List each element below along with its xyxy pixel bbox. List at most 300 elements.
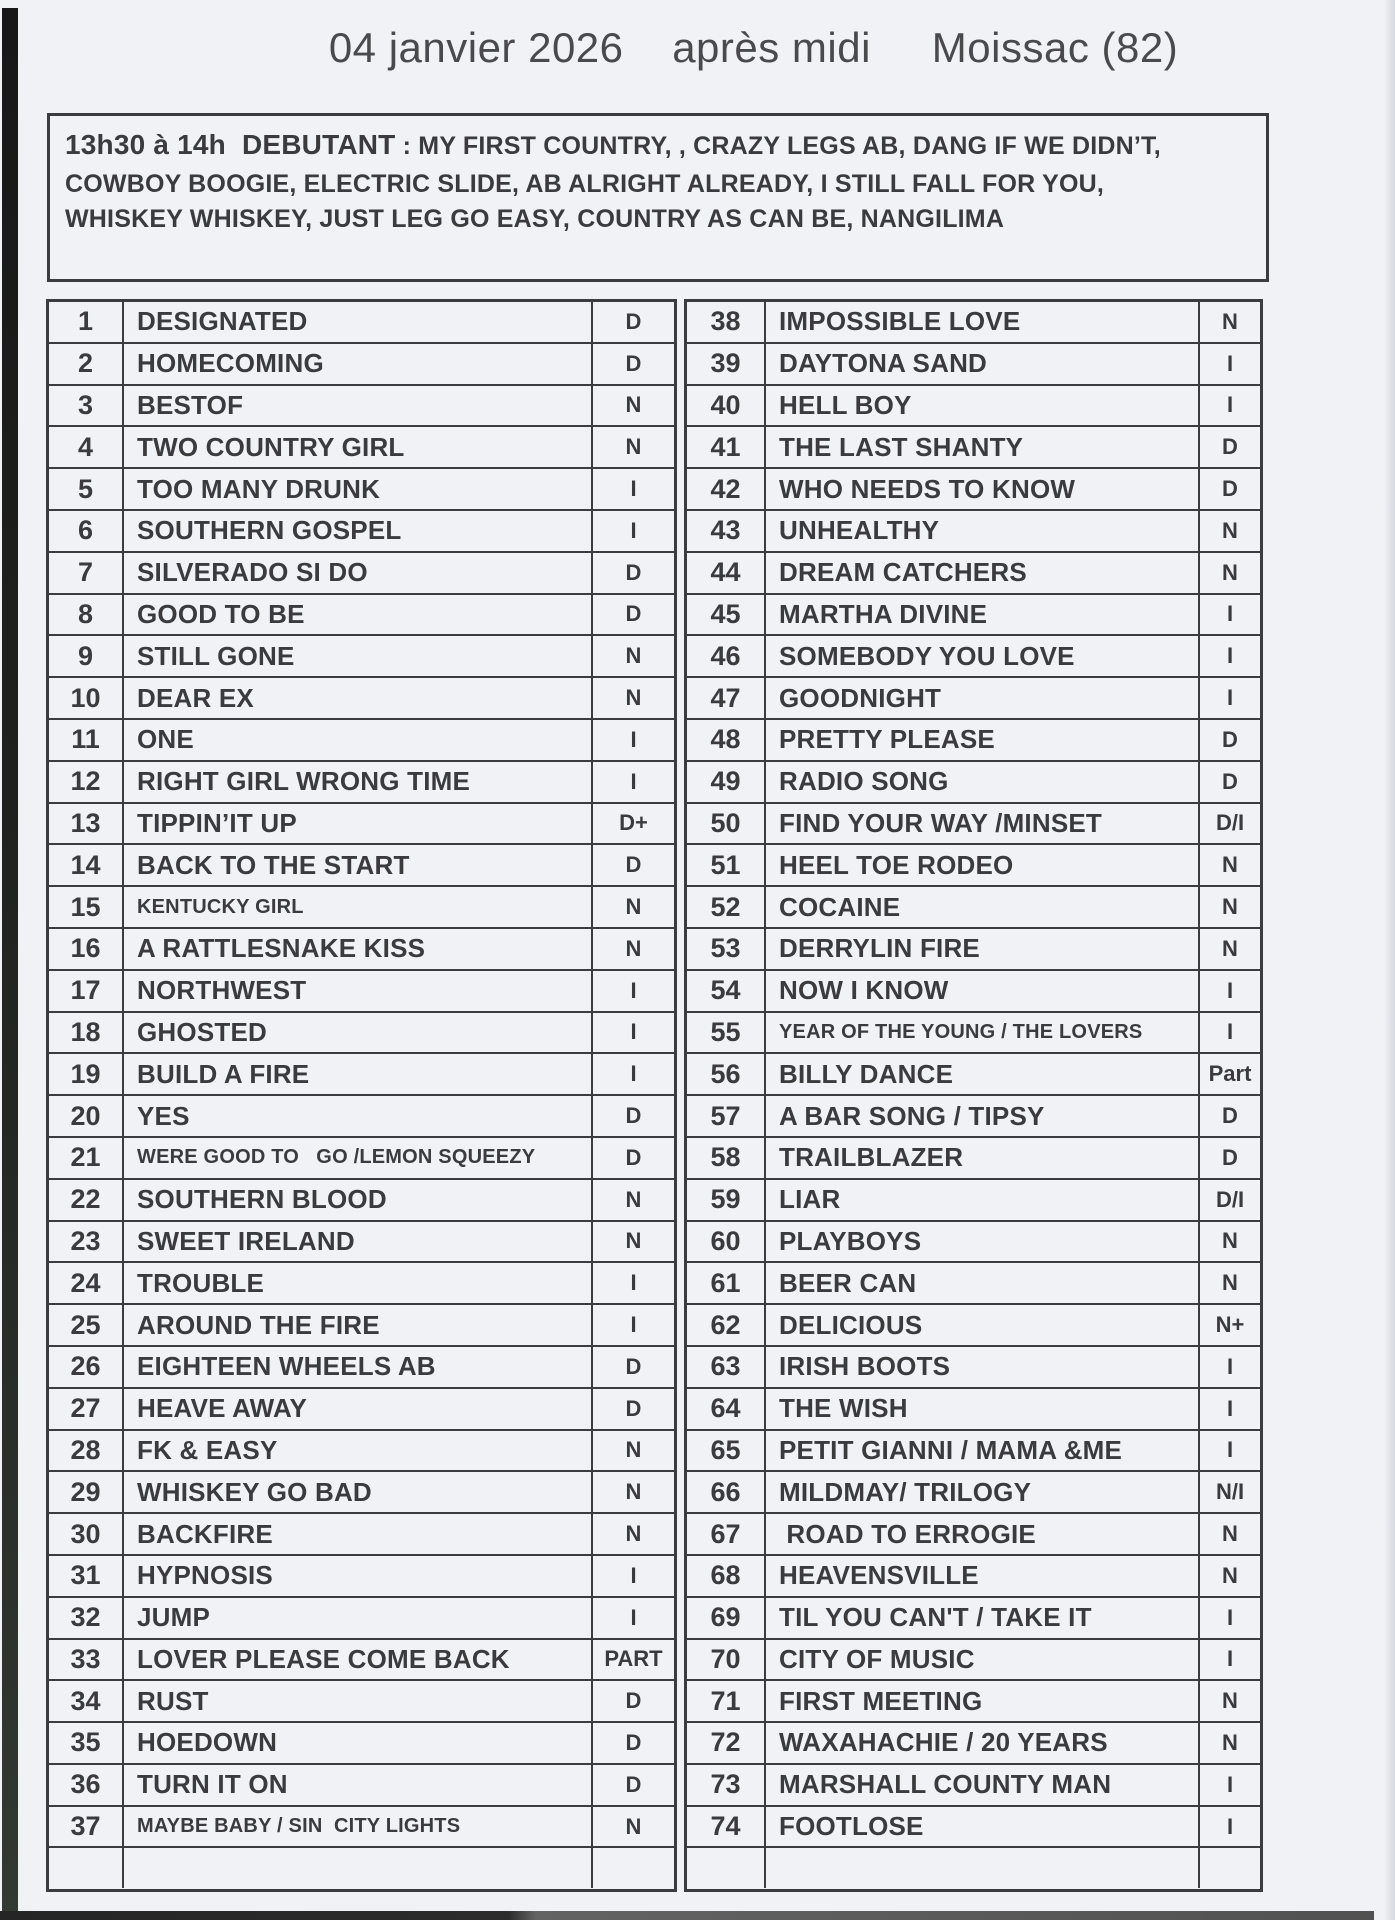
level-code: D: [1222, 476, 1238, 502]
level-code: I: [1226, 1395, 1234, 1421]
row-number: 29: [49, 1472, 124, 1512]
song-title: BILLY DANCE: [766, 1054, 1200, 1094]
level-code: D: [625, 559, 642, 585]
song-title: DREAM CATCHERS: [766, 553, 1200, 593]
level-code: I: [1226, 1813, 1234, 1839]
row-number: 5: [49, 469, 124, 509]
song-title: DERRYLIN FIRE: [766, 929, 1200, 969]
song-title: YES: [124, 1096, 593, 1136]
table-row: [49, 344, 674, 386]
level-code: I: [630, 1604, 637, 1630]
song-title: GHOSTED: [124, 1013, 593, 1053]
row-number: 3: [49, 386, 124, 426]
row-number: 56: [687, 1054, 766, 1094]
table-row: [687, 1180, 1260, 1222]
playlist-table-right: [684, 299, 1263, 1892]
row-number: 32: [49, 1598, 124, 1638]
table-row: [49, 469, 674, 511]
table-row: [49, 1807, 674, 1849]
row-number: 73: [687, 1765, 766, 1805]
level-code: I: [630, 977, 637, 1003]
row-number: 58: [687, 1138, 766, 1178]
table-row: [687, 1389, 1260, 1431]
row-number: 46: [687, 636, 766, 676]
song-title: IRISH BOOTS: [766, 1347, 1200, 1387]
row-number: 22: [49, 1180, 124, 1220]
song-title: PLAYBOYS: [766, 1222, 1200, 1262]
scan-edge-bottom: [0, 1911, 1374, 1920]
table-row: [687, 929, 1260, 971]
row-number: 70: [687, 1640, 766, 1680]
table-row: [687, 511, 1260, 553]
session-level: DEBUTANT: [241, 129, 396, 160]
session-time: 13h30 à 14h: [65, 129, 226, 160]
row-number: 65: [687, 1431, 766, 1471]
session-songs-line-2: COWBOY BOOGIE, ELECTRIC SLIDE, AB ALRIGHT ALREADY, I STILL FALL FOR YOU,: [65, 170, 1104, 198]
row-number: 38: [687, 302, 766, 342]
level-code: I: [1226, 1771, 1234, 1797]
level-code: D/I: [1215, 1186, 1245, 1212]
level-code: Part: [1208, 1061, 1252, 1087]
row-number: 7: [49, 553, 124, 593]
table-row: [687, 1347, 1260, 1389]
song-title: BACKFIRE: [124, 1514, 593, 1554]
level-code: I: [1226, 350, 1234, 376]
table-row: [687, 1096, 1260, 1138]
level-code: I: [1226, 1437, 1234, 1463]
table-row: [49, 971, 674, 1013]
table-row: [687, 1263, 1260, 1305]
level-code: [1200, 1848, 1260, 1888]
table-row: [687, 1598, 1260, 1640]
row-number: 53: [687, 929, 766, 969]
song-title: MARSHALL COUNTY MAN: [766, 1765, 1200, 1805]
song-title: GOOD TO BE: [124, 595, 593, 635]
row-number: 1: [49, 302, 124, 342]
level-code: I: [630, 1270, 637, 1296]
table-row: [49, 553, 674, 595]
table-row: [49, 1305, 674, 1347]
level-code: D: [625, 308, 642, 334]
table-row: [49, 1222, 674, 1264]
table-row: [687, 1640, 1260, 1682]
level-code: N: [625, 1186, 642, 1212]
table-row: [687, 636, 1260, 678]
level-code: N: [1222, 1562, 1238, 1588]
row-number: 69: [687, 1598, 766, 1638]
row-number: 54: [687, 971, 766, 1011]
song-title: WERE GOOD TO GO /LEMON SQUEEZY: [124, 1138, 593, 1178]
row-number: 63: [687, 1347, 766, 1387]
table-row: [49, 845, 674, 887]
row-number: 37: [49, 1807, 124, 1847]
table-row: [687, 845, 1260, 887]
row-number: 2: [49, 344, 124, 384]
row-number: 24: [49, 1263, 124, 1303]
level-code: N: [625, 1813, 642, 1839]
table-row: [687, 1431, 1260, 1473]
level-code: D: [625, 601, 642, 627]
level-code: N: [1222, 1521, 1238, 1546]
song-title: HOMECOMING: [124, 344, 593, 384]
song-title: EIGHTEEN WHEELS AB: [124, 1347, 593, 1387]
song-title: JUMP: [124, 1598, 593, 1638]
level-code: D: [1222, 1144, 1238, 1170]
row-number: 57: [687, 1096, 766, 1136]
row-number: 49: [687, 762, 766, 802]
song-title: WAXAHACHIE / 20 YEARS: [766, 1723, 1200, 1763]
song-title: MAYBE BABY / SIN CITY LIGHTS: [124, 1807, 593, 1847]
song-title: NORTHWEST: [124, 971, 593, 1011]
row-number: 11: [49, 720, 124, 760]
session-gap: [226, 129, 242, 160]
table-row: [687, 887, 1260, 929]
song-title: [124, 1848, 593, 1888]
row-number: 64: [687, 1389, 766, 1429]
row-number: 41: [687, 427, 766, 467]
table-row: [687, 1222, 1260, 1264]
song-title: FOOTLOSE: [766, 1807, 1200, 1847]
song-title: WHISKEY GO BAD: [124, 1472, 593, 1512]
scan-edge-right: [1384, 0, 1395, 1920]
table-row: [49, 386, 674, 428]
table-row: [49, 595, 674, 637]
level-code: I: [1226, 1019, 1234, 1045]
song-title: IMPOSSIBLE LOVE: [766, 302, 1200, 342]
song-title: AROUND THE FIRE: [124, 1305, 593, 1345]
song-title: BESTOF: [124, 386, 593, 426]
song-title: ONE: [124, 720, 593, 760]
song-title: BACK TO THE START: [124, 845, 593, 885]
song-title: SOMEBODY YOU LOVE: [766, 636, 1200, 676]
row-number: 66: [687, 1472, 766, 1512]
row-number: 68: [687, 1556, 766, 1596]
song-title: TIPPIN’IT UP: [124, 804, 593, 844]
table-row: [687, 469, 1260, 511]
row-number: 31: [49, 1556, 124, 1596]
level-code: D: [625, 852, 642, 878]
row-number: 21: [49, 1138, 124, 1178]
song-title: TIL YOU CAN'T / TAKE IT: [766, 1598, 1200, 1638]
level-code: N: [1222, 894, 1238, 920]
table-row: [49, 678, 674, 720]
row-number: 28: [49, 1431, 124, 1471]
table-row: [49, 1723, 674, 1765]
row-number: 51: [687, 845, 766, 885]
song-title: LIAR: [766, 1180, 1200, 1220]
song-title: HEAVE AWAY: [124, 1389, 593, 1429]
song-title: WHO NEEDS TO KNOW: [766, 469, 1200, 509]
song-title: TROUBLE: [124, 1263, 593, 1303]
table-row: [49, 1054, 674, 1096]
level-code: N: [625, 643, 642, 669]
table-row: [49, 511, 674, 553]
row-number: 67: [687, 1514, 766, 1554]
song-title: SWEET IRELAND: [124, 1222, 593, 1262]
level-code: I: [1226, 1646, 1234, 1672]
table-row: [49, 427, 674, 469]
song-title: DEAR EX: [124, 678, 593, 718]
level-code: N: [625, 894, 642, 920]
row-number: 9: [49, 636, 124, 676]
row-number: 27: [49, 1389, 124, 1429]
song-title: MARTHA DIVINE: [766, 595, 1200, 635]
table-row: [687, 1305, 1260, 1347]
page-title: 04 janvier 2026 après midi Moissac (82): [328, 24, 1179, 71]
song-title: FK & EASY: [124, 1431, 593, 1471]
table-row: [49, 762, 674, 804]
table-row: [687, 427, 1260, 469]
song-title: RIGHT GIRL WRONG TIME: [124, 762, 593, 802]
row-number: 61: [687, 1263, 766, 1303]
table-row: [687, 678, 1260, 720]
row-number: 4: [49, 427, 124, 467]
row-number: 33: [49, 1640, 124, 1680]
row-number: 43: [687, 511, 766, 551]
level-code: I: [630, 1562, 637, 1588]
table-row: [49, 1765, 674, 1807]
level-code: N: [625, 1521, 642, 1546]
row-number: 59: [687, 1180, 766, 1220]
scan-edge-left: [2, 8, 18, 1920]
row-number: 36: [49, 1765, 124, 1805]
row-number: 40: [687, 386, 766, 426]
table-row: [687, 1556, 1260, 1598]
level-code: D: [1222, 726, 1238, 752]
song-title: PETIT GIANNI / MAMA &ME: [766, 1431, 1200, 1471]
table-row: [687, 1765, 1260, 1807]
level-code: D: [625, 1688, 642, 1714]
row-number: 10: [49, 678, 124, 718]
table-row: [687, 1054, 1260, 1096]
row-number: 47: [687, 678, 766, 718]
row-number: 14: [49, 845, 124, 885]
row-number: 17: [49, 971, 124, 1011]
row-number: 74: [687, 1807, 766, 1847]
song-title: STILL GONE: [124, 636, 593, 676]
level-code: I: [1226, 977, 1234, 1003]
song-title: BUILD A FIRE: [124, 1054, 593, 1094]
level-code: I: [630, 768, 637, 794]
level-code: N: [625, 1228, 642, 1254]
level-code: N: [1222, 1228, 1238, 1254]
level-code: D: [625, 1144, 642, 1170]
table-row: [687, 302, 1260, 344]
row-number: 6: [49, 511, 124, 551]
table-row: [687, 762, 1260, 804]
level-code: I: [630, 1061, 637, 1087]
table-row: [49, 636, 674, 678]
song-title: A BAR SONG / TIPSY: [766, 1096, 1200, 1136]
level-code: I: [1226, 643, 1234, 669]
level-code: N: [625, 685, 642, 711]
song-title: HYPNOSIS: [124, 1556, 593, 1596]
level-code: I: [1226, 392, 1234, 418]
row-number: [49, 1848, 124, 1888]
row-number: 13: [49, 804, 124, 844]
level-code: D: [1222, 434, 1238, 460]
row-number: 19: [49, 1054, 124, 1094]
row-number: 39: [687, 344, 766, 384]
row-number: 55: [687, 1013, 766, 1053]
table-row: [49, 887, 674, 929]
level-code: N: [1222, 559, 1238, 585]
song-title: HELL BOY: [766, 386, 1200, 426]
song-title: THE WISH: [766, 1389, 1200, 1429]
song-title: SILVERADO SI DO: [124, 553, 593, 593]
row-number: 23: [49, 1222, 124, 1262]
song-title: UNHEALTHY: [766, 511, 1200, 551]
level-code: N: [625, 1437, 642, 1463]
table-row: [49, 929, 674, 971]
row-number: 25: [49, 1305, 124, 1345]
row-number: 8: [49, 595, 124, 635]
level-code: [593, 1848, 674, 1888]
level-code: N: [1222, 1270, 1238, 1296]
session-separator: :: [395, 132, 419, 160]
level-code: I: [630, 1312, 637, 1338]
level-code: I: [1226, 1353, 1234, 1379]
level-code: N: [625, 392, 642, 418]
table-row: [49, 1514, 674, 1556]
song-title: SOUTHERN BLOOD: [124, 1180, 593, 1220]
row-number: 18: [49, 1013, 124, 1053]
song-title: ROAD TO ERROGIE: [766, 1514, 1200, 1554]
table-row: [687, 344, 1260, 386]
level-code: D: [1222, 1103, 1238, 1129]
table-row: [687, 1013, 1260, 1055]
level-code: N: [625, 935, 642, 961]
table-row: [49, 1013, 674, 1055]
song-title: A RATTLESNAKE KISS: [124, 929, 593, 969]
song-title: FIND YOUR WAY /MINSET: [766, 804, 1200, 844]
table-row: [49, 1556, 674, 1598]
row-number: 35: [49, 1723, 124, 1763]
row-number: 62: [687, 1305, 766, 1345]
song-title: SOUTHERN GOSPEL: [124, 511, 593, 551]
level-code: N: [1222, 1729, 1238, 1755]
playlist-table-left: [46, 299, 677, 1892]
song-title: GOODNIGHT: [766, 678, 1200, 718]
session-songs-line-3: WHISKEY WHISKEY, JUST LEG GO EASY, COUNTRY AS CAN BE, NANGILIMA: [65, 205, 1005, 233]
level-code: N: [1222, 308, 1238, 334]
song-title: HOEDOWN: [124, 1723, 593, 1763]
song-title: TWO COUNTRY GIRL: [124, 427, 593, 467]
table-row: [687, 971, 1260, 1013]
song-title: [766, 1848, 1200, 1888]
level-code: N: [1222, 935, 1238, 961]
level-code: I: [630, 726, 637, 752]
table-row: [49, 1389, 674, 1431]
song-title: TOO MANY DRUNK: [124, 469, 593, 509]
table-row: [49, 1472, 674, 1514]
table-row: [687, 1472, 1260, 1514]
level-code: N+: [1215, 1312, 1245, 1338]
table-row: [49, 804, 674, 846]
song-title: CITY OF MUSIC: [766, 1640, 1200, 1680]
song-title: HEEL TOE RODEO: [766, 845, 1200, 885]
song-title: DESIGNATED: [124, 302, 593, 342]
song-title: NOW I KNOW: [766, 971, 1200, 1011]
table-row: [49, 1681, 674, 1723]
table-row: [49, 1431, 674, 1473]
row-number: 50: [687, 804, 766, 844]
table-row: [49, 1138, 674, 1180]
song-title: BEER CAN: [766, 1263, 1200, 1303]
row-number: 34: [49, 1681, 124, 1721]
level-code: N: [1222, 852, 1238, 878]
table-row: [687, 1807, 1260, 1849]
row-number: 52: [687, 887, 766, 927]
level-code: N: [1222, 517, 1238, 543]
song-title: DAYTONA SAND: [766, 344, 1200, 384]
song-title: KENTUCKY GIRL: [124, 887, 593, 927]
level-code: N/I: [1215, 1479, 1245, 1505]
row-number: 16: [49, 929, 124, 969]
song-title: TURN IT ON: [124, 1765, 593, 1805]
table-row: [49, 1640, 674, 1682]
table-row: [687, 595, 1260, 637]
row-number: 45: [687, 595, 766, 635]
table-row: [49, 302, 674, 344]
level-code: D: [625, 1353, 642, 1379]
table-row: [687, 1681, 1260, 1723]
level-code: I: [630, 1019, 637, 1045]
song-title: DELICIOUS: [766, 1305, 1200, 1345]
level-code: D: [625, 1103, 642, 1129]
row-number: 48: [687, 720, 766, 760]
level-code: D: [625, 1395, 642, 1421]
session-songs-line-1: MY FIRST COUNTRY, , CRAZY LEGS AB, DANG IF WE DIDN’T,: [418, 132, 1161, 160]
song-title: FIRST MEETING: [766, 1681, 1200, 1721]
row-number: 12: [49, 762, 124, 802]
level-code: D: [625, 1771, 642, 1797]
table-row: [687, 1848, 1260, 1888]
level-code: D+: [619, 810, 648, 836]
row-number: 44: [687, 553, 766, 593]
level-code: D: [625, 350, 642, 376]
table-row: [49, 1848, 674, 1888]
song-title: COCAINE: [766, 887, 1200, 927]
level-code: N: [625, 1479, 642, 1505]
table-row: [687, 386, 1260, 428]
level-code: I: [630, 517, 637, 543]
level-code: I: [1226, 1604, 1234, 1630]
row-number: 42: [687, 469, 766, 509]
row-number: 26: [49, 1347, 124, 1387]
level-code: I: [1226, 685, 1234, 711]
table-row: [49, 720, 674, 762]
level-code: N: [1222, 1688, 1238, 1714]
table-row: [687, 1723, 1260, 1765]
song-title: PRETTY PLEASE: [766, 720, 1200, 760]
session-line-1: [65, 127, 1251, 167]
table-row: [49, 1598, 674, 1640]
level-code: N: [625, 434, 642, 460]
table-row: [687, 804, 1260, 846]
table-row: [49, 1180, 674, 1222]
song-title: TRAILBLAZER: [766, 1138, 1200, 1178]
level-code: I: [1226, 601, 1234, 627]
row-number: 60: [687, 1222, 766, 1262]
song-title: THE LAST SHANTY: [766, 427, 1200, 467]
level-code: D: [1222, 768, 1238, 794]
table-row: [49, 1263, 674, 1305]
table-row: [687, 1138, 1260, 1180]
row-number: 15: [49, 887, 124, 927]
row-number: 30: [49, 1514, 124, 1554]
table-row: [687, 1514, 1260, 1556]
